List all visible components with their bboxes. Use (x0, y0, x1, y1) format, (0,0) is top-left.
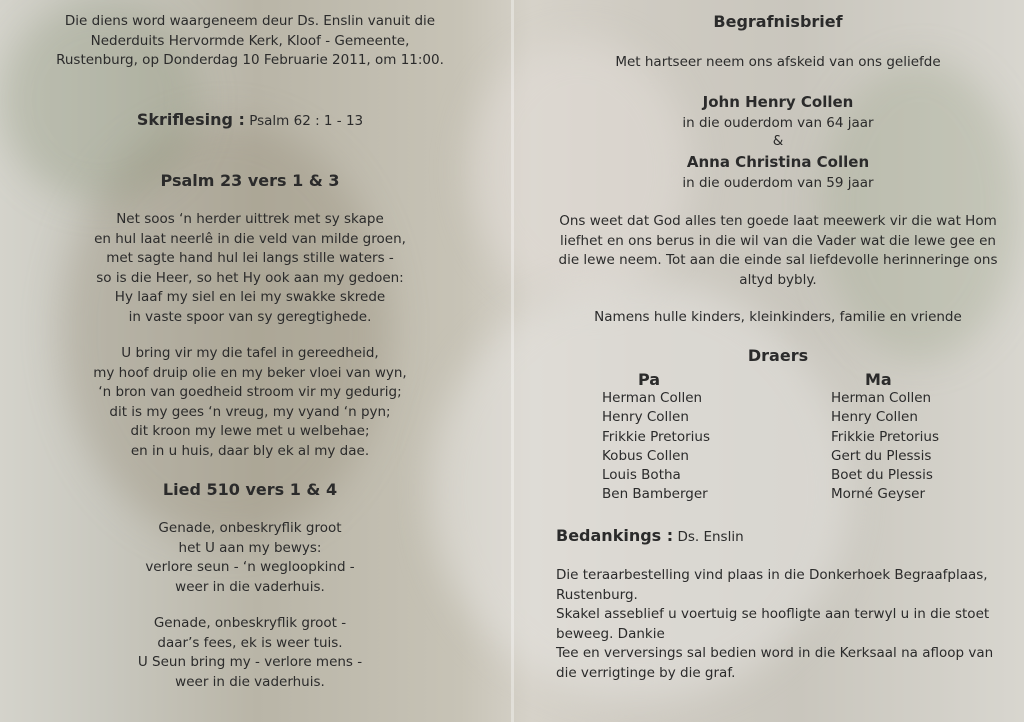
deceased-age-1: in die ouderdom van 64 jaar (682, 115, 874, 131)
list-item: Kobus Collen (602, 447, 689, 464)
notice-panel (548, 0, 1008, 722)
list-item: Morné Geyser (831, 486, 926, 503)
ma-bearers: Ma Herman Collen Henry Collen Frikkie Pretorius Gert du Plessis Boet du Plessis Morné Geyser (831, 370, 939, 504)
psalm-title: Psalm 23 vers 1 & 3 (160, 171, 340, 190)
pa-bearers: Pa Herman Collen Henry Collen Frikkie Pretorius Kobus Collen Louis Botha Ben Bamberger (602, 370, 710, 504)
list-item: Herman Collen (602, 390, 703, 407)
list-item: Gert du Plessis (831, 447, 932, 464)
notice-title: Begrafnisbrief (713, 12, 843, 31)
hymn-title: Lied 510 vers 1 & 4 (162, 480, 338, 499)
list-item: Henry Collen (602, 409, 689, 426)
list-item: Frikkie Pretorius (831, 428, 939, 445)
list-item: Ben Bamberger (602, 486, 708, 503)
service-details: Die diens word waargeneem deur Ds. Enslin vanuit die Nederduits Hervormde Kerk, Kloof - Gemeente, Rustenburg, op Donderdag 10 Februarie 2011, om 11:00. (56, 13, 444, 68)
acknowledgements: Bedankings : Ds. Enslin (556, 526, 744, 545)
psalm-verse-1: Net soos ‘n herder uittrek met sy skape en hul laat neerlê in die veld van milde groen, met sagte hand hul lei langs stille waters - so is die Heer, so het Hy ook aan my gedoen: Hy laaf my siel en lei my swakke skrede in vaste spoor van sy geregtighede. (94, 211, 406, 325)
hymn-verse-1: Genade, onbeskryflik groot het U aan my bewys: verlore seun - ‘n wegloopkind - weer in die vaderhuis. (145, 520, 355, 595)
ampersand: & (772, 133, 784, 149)
page-fold (511, 0, 514, 722)
list-item: Boet du Plessis (831, 467, 933, 484)
psalm-verse-2: U bring vir my die tafel in gereedheid, my hoof druip olie en my beker vloei van wyn, ‘n bron van goedheid stroom vir my gedurig; dit is my gees ‘n vreug, my vyand ‘n pyn; dit kroon my lewe met u welbehae; en in u huis, daar bly ek al my dae. (93, 345, 407, 459)
service-panel (40, 0, 460, 722)
bearers-title: Draers (747, 346, 809, 365)
list-item: Henry Collen (831, 409, 918, 426)
faith-statement: Ons weet dat God alles ten goede laat meewerk vir die wat Hom liefhet en ons berus in die wil van die Vader wat die lewe gee en die lewe neem. Tot aan die einde sal liefdevolle herinneringe ons altyd bybly. (558, 213, 998, 288)
deceased-age-2: in die ouderdom van 59 jaar (682, 175, 874, 191)
scripture-reading: Skriflesing : Psalm 62 : 1 - 13 (136, 110, 364, 129)
list-item: Louis Botha (602, 467, 681, 484)
hymn-verse-2: Genade, onbeskryflik groot - daar’s fees, ek is weer tuis. U Seun bring my - verlore mens - weer in die vaderhuis. (137, 615, 363, 690)
list-item: Frikkie Pretorius (602, 428, 710, 445)
list-item: Herman Collen (831, 390, 932, 407)
deceased-name-1: John Henry Collen (702, 93, 854, 111)
closing-notes: Die teraarbestelling vind plaas in die Donkerhoek Begraafplaas, Rustenburg. Skakel asseblief u voertuig se hoofligte aan terwyl u in die stoet beweeg. Dankie Tee en verversings sal bedien word in die Kerksaal na afloop van die verrigtinge by die graf. (556, 567, 994, 681)
on-behalf-text: Namens hulle kinders, kleinkinders, familie en vriende (594, 309, 962, 325)
intro-text: Met hartseer neem ons afskeid van ons geliefde (615, 54, 941, 70)
deceased-name-2: Anna Christina Collen (686, 153, 870, 171)
